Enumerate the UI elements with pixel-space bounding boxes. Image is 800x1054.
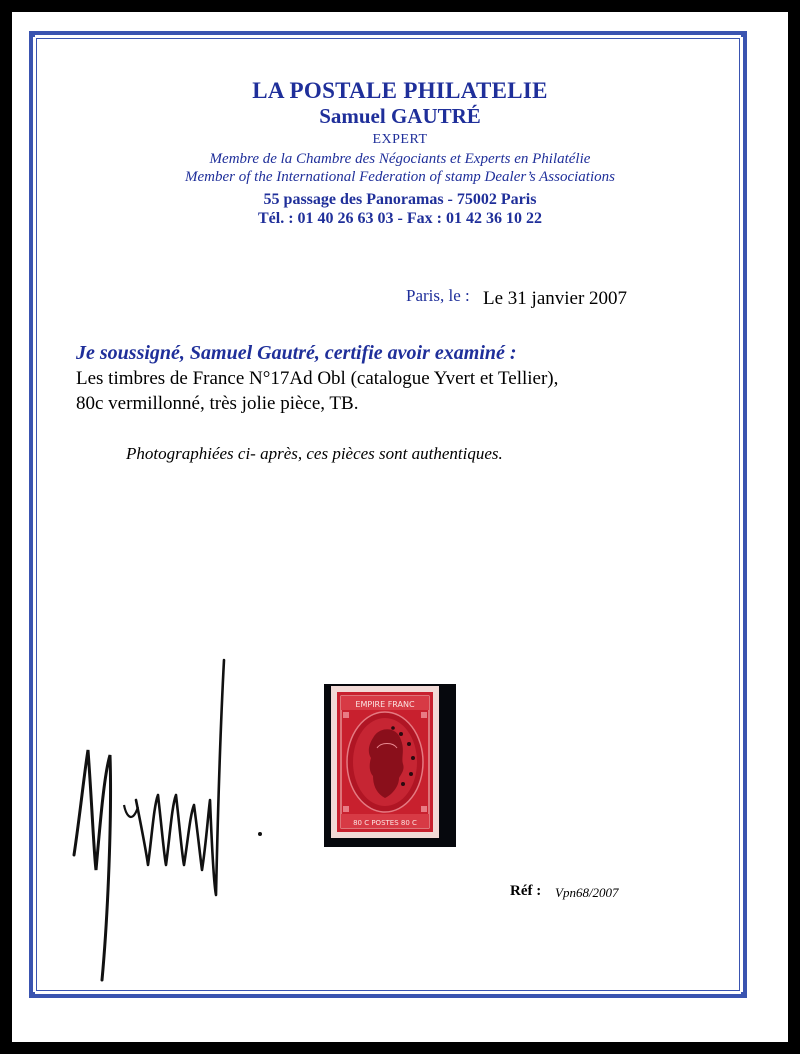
ink-dot (258, 832, 262, 836)
address: 55 passage des Panoramas - 75002 Paris (263, 191, 537, 208)
expert-signature (66, 655, 246, 985)
date-label: Paris, le : (406, 286, 470, 305)
certification-statement: Je soussigné, Samuel Gautré, certifie avoir examiné : (76, 342, 517, 364)
expert-title: EXPERT (372, 132, 428, 147)
corner-ornament (741, 31, 747, 37)
stamp-bottom-inscription: 80 C POSTES 80 C (353, 819, 417, 827)
stamp-top-inscription: EMPIRE FRANC (355, 700, 415, 709)
stamp-condition: 80c vermillonné, très jolie pièce, TB. (76, 393, 359, 414)
phone-fax: Tél. : 01 40 26 63 03 - Fax : 01 42 36 10 22 (258, 210, 542, 227)
corner-ornament (29, 31, 35, 37)
date-value: Le 31 janvier 2007 (483, 288, 628, 309)
corner-ornament (741, 992, 747, 998)
expert-name: Samuel GAUTRÉ (319, 104, 481, 128)
stamp-image (331, 686, 439, 838)
company-name: LA POSTALE PHILATELIE (252, 78, 548, 103)
membership-english: Member of the International Federation of stamp Dealer’s Associations (185, 169, 615, 185)
reference-number: Vpn68/2007 (555, 885, 619, 900)
membership-french: Membre de la Chambre des Négociants et Experts en Philatélie (209, 151, 591, 167)
stamp-description: Les timbres de France N°17Ad Obl (catalogue Yvert et Tellier), (76, 368, 559, 389)
authenticity-statement: Photographiées ci- après, ces pièces sont authentiques. (126, 444, 503, 463)
corner-ornament (29, 992, 35, 998)
reference-label: Réf : (510, 883, 542, 899)
